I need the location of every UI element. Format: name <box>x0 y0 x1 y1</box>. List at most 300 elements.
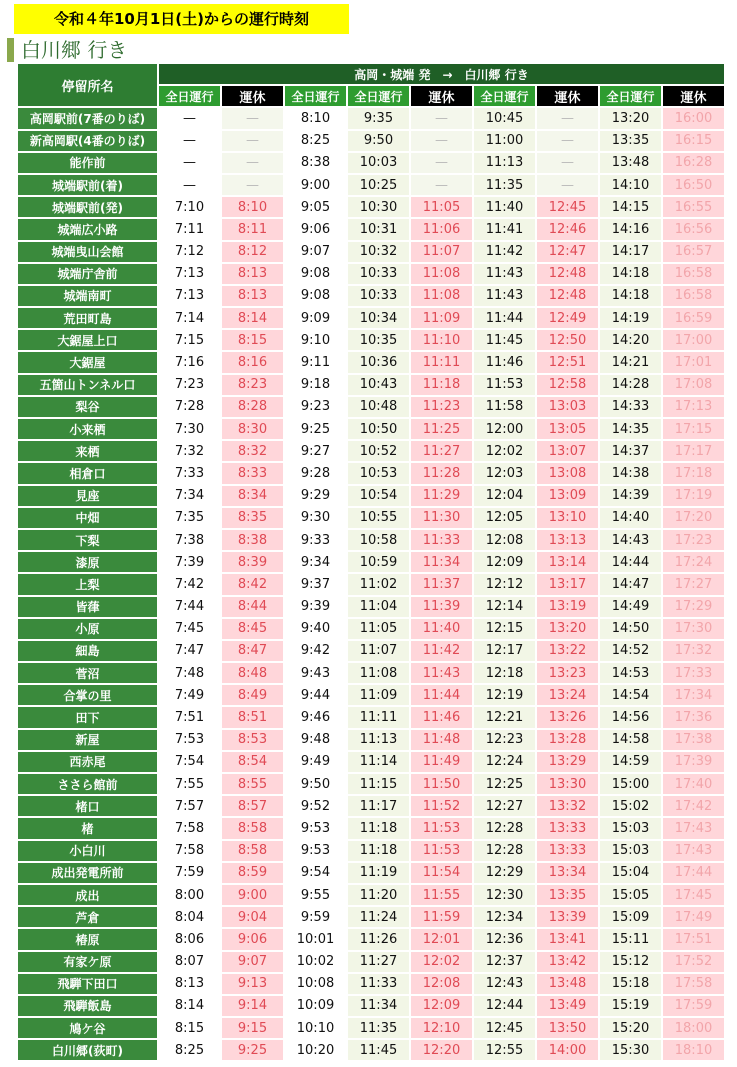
departure-time: 17:20 <box>663 508 724 528</box>
departure-time: 14:40 <box>600 508 661 528</box>
departure-time: 9:42 <box>285 641 346 661</box>
departure-time: 13:29 <box>537 752 598 772</box>
departure-time: 11:27 <box>411 441 472 461</box>
departure-time: 11:37 <box>411 574 472 594</box>
departure-time: 11:44 <box>411 685 472 705</box>
departure-time: 17:40 <box>663 774 724 794</box>
departure-time: 12:49 <box>537 308 598 328</box>
departure-time: 10:03 <box>348 153 409 173</box>
departure-time: 10:33 <box>348 286 409 306</box>
departure-time: 9:34 <box>285 552 346 572</box>
stop-name: 上梨 <box>18 574 157 594</box>
departure-time: 11:04 <box>348 597 409 617</box>
table-row <box>18 1040 724 1060</box>
departure-time: 12:23 <box>474 730 535 750</box>
departure-time: 11:42 <box>474 242 535 262</box>
departure-time: 17:15 <box>663 419 724 439</box>
departure-time: 14:47 <box>600 574 661 594</box>
departure-time: 14:52 <box>600 641 661 661</box>
table-row <box>18 530 724 550</box>
departure-time: 13:05 <box>537 419 598 439</box>
departure-time: 13:22 <box>537 641 598 661</box>
table-row <box>18 663 724 683</box>
departure-time: 17:24 <box>663 552 724 572</box>
departure-time: 9:06 <box>285 219 346 239</box>
table-row <box>18 108 724 128</box>
departure-time: 11:59 <box>411 907 472 927</box>
destination-marker <box>7 38 14 62</box>
departure-time: 17:44 <box>663 863 724 883</box>
departure-time: 11:07 <box>411 242 472 262</box>
departure-time: 14:33 <box>600 397 661 417</box>
departure-time: 11:09 <box>411 308 472 328</box>
departure-time: 8:13 <box>159 974 220 994</box>
stop-name: 下梨 <box>18 530 157 550</box>
table-row <box>18 974 724 994</box>
departure-time: 13:42 <box>537 952 598 972</box>
departure-time: 13:33 <box>537 818 598 838</box>
departure-time: 15:02 <box>600 796 661 816</box>
departure-time: 13:48 <box>537 974 598 994</box>
stop-name: 飛騨飯島 <box>18 996 157 1016</box>
departure-time: 10:20 <box>285 1040 346 1060</box>
departure-time: 12:02 <box>411 952 472 972</box>
departure-time: 8:10 <box>222 197 283 217</box>
departure-time: 10:43 <box>348 375 409 395</box>
departure-time: 12:44 <box>474 996 535 1016</box>
departure-time: 12:28 <box>474 841 535 861</box>
departure-time: 8:14 <box>159 996 220 1016</box>
table-row <box>18 352 724 372</box>
table-row <box>18 219 724 239</box>
departure-time: 13:03 <box>537 397 598 417</box>
departure-time: 13:48 <box>600 153 661 173</box>
departure-time: 7:59 <box>159 863 220 883</box>
departure-time: 9:14 <box>222 996 283 1016</box>
departure-time: 8:13 <box>222 264 283 284</box>
departure-time: 18:00 <box>663 1018 724 1038</box>
departure-time: 9:00 <box>285 175 346 195</box>
departure-time: 17:27 <box>663 574 724 594</box>
departure-time: 13:35 <box>600 131 661 151</box>
departure-time: 12:46 <box>537 219 598 239</box>
departure-time: 13:35 <box>537 885 598 905</box>
departure-time: 8:47 <box>222 641 283 661</box>
departure-time: 7:55 <box>159 774 220 794</box>
no-service-cell: — <box>159 108 220 128</box>
departure-time: 7:23 <box>159 375 220 395</box>
departure-time: 7:10 <box>159 197 220 217</box>
departure-time: 11:50 <box>411 774 472 794</box>
departure-time: 7:33 <box>159 463 220 483</box>
stop-name: 城端駅前(着) <box>18 175 157 195</box>
departure-time: 8:58 <box>222 841 283 861</box>
departure-time: 12:50 <box>537 330 598 350</box>
departure-time: 17:43 <box>663 841 724 861</box>
stop-name: 椿原 <box>18 929 157 949</box>
departure-time: 7:38 <box>159 530 220 550</box>
table-row <box>18 330 724 350</box>
destination-header <box>7 37 407 63</box>
departure-time: 9:18 <box>285 375 346 395</box>
departure-time: 15:30 <box>600 1040 661 1060</box>
departure-time: 9:50 <box>348 131 409 151</box>
route-header: 高岡・城端 発 → 白川郷 行き <box>159 64 724 84</box>
departure-time: 8:42 <box>222 574 283 594</box>
departure-time: 13:41 <box>537 929 598 949</box>
table-row <box>18 863 724 883</box>
departure-time: 12:51 <box>537 352 598 372</box>
departure-time: 9:53 <box>285 841 346 861</box>
no-service-cell: — <box>159 175 220 195</box>
no-service-cell: — <box>537 131 598 151</box>
departure-time: 12:01 <box>411 929 472 949</box>
departure-time: 16:00 <box>663 108 724 128</box>
departure-time: 9:43 <box>285 663 346 683</box>
departure-time: 8:34 <box>222 486 283 506</box>
departure-time: 9:37 <box>285 574 346 594</box>
departure-time: 16:58 <box>663 286 724 306</box>
departure-time: 12:27 <box>474 796 535 816</box>
stop-name: 中畑 <box>18 508 157 528</box>
departure-time: 7:15 <box>159 330 220 350</box>
departure-time: 9:33 <box>285 530 346 550</box>
departure-time: 17:01 <box>663 352 724 372</box>
stop-name: 皆葎 <box>18 597 157 617</box>
departure-time: 17:29 <box>663 597 724 617</box>
departure-time: 15:09 <box>600 907 661 927</box>
departure-time: 15:12 <box>600 952 661 972</box>
table-row <box>18 175 724 195</box>
departure-time: 10:35 <box>348 330 409 350</box>
departure-time: 10:45 <box>474 108 535 128</box>
departure-time: 11:18 <box>348 818 409 838</box>
departure-time: 8:54 <box>222 752 283 772</box>
departure-time: 9:08 <box>285 286 346 306</box>
departure-time: 11:10 <box>411 330 472 350</box>
departure-time: 11:34 <box>411 552 472 572</box>
stop-name: 楮口 <box>18 796 157 816</box>
departure-time: 8:55 <box>222 774 283 794</box>
departure-time: 10:25 <box>348 175 409 195</box>
departure-time: 14:43 <box>600 530 661 550</box>
departure-time: 11:15 <box>348 774 409 794</box>
departure-time: 17:58 <box>663 974 724 994</box>
departure-time: 17:38 <box>663 730 724 750</box>
table-row <box>18 796 724 816</box>
stop-name: 新高岡駅(4番のりば) <box>18 131 157 151</box>
departure-time: 9:55 <box>285 885 346 905</box>
departure-time: 12:25 <box>474 774 535 794</box>
departure-time: 11:27 <box>348 952 409 972</box>
departure-time: 11:07 <box>348 641 409 661</box>
no-service-cell: — <box>411 175 472 195</box>
departure-time: 8:45 <box>222 619 283 639</box>
departure-time: 8:14 <box>222 308 283 328</box>
departure-time: 13:50 <box>537 1018 598 1038</box>
departure-time: 7:13 <box>159 286 220 306</box>
stop-name: 高岡駅前(7番のりば) <box>18 108 157 128</box>
departure-time: 11:34 <box>348 996 409 1016</box>
departure-time: 8:25 <box>159 1040 220 1060</box>
departure-time: 17:18 <box>663 463 724 483</box>
departure-time: 12:21 <box>474 707 535 727</box>
departure-time: 14:50 <box>600 619 661 639</box>
stop-name: 成出発電所前 <box>18 863 157 883</box>
departure-time: 12:37 <box>474 952 535 972</box>
table-row <box>18 685 724 705</box>
departure-time: 11:08 <box>411 286 472 306</box>
stop-name: 有家ケ原 <box>18 952 157 972</box>
stop-name: 能作前 <box>18 153 157 173</box>
departure-time: 14:21 <box>600 352 661 372</box>
departure-time: 9:29 <box>285 486 346 506</box>
departure-time: 11:00 <box>474 131 535 151</box>
departure-time: 11:24 <box>348 907 409 927</box>
departure-time: 13:17 <box>537 574 598 594</box>
departure-time: 9:13 <box>222 974 283 994</box>
table-row <box>18 286 724 306</box>
departure-time: 17:30 <box>663 619 724 639</box>
departure-time: 8:15 <box>222 330 283 350</box>
departure-time: 11:45 <box>348 1040 409 1060</box>
departure-time: 11:05 <box>411 197 472 217</box>
departure-time: 7:32 <box>159 441 220 461</box>
departure-time: 11:40 <box>474 197 535 217</box>
departure-time: 9:23 <box>285 397 346 417</box>
departure-time: 9:50 <box>285 774 346 794</box>
table-row <box>18 486 724 506</box>
departure-time: 11:42 <box>411 641 472 661</box>
table-row <box>18 397 724 417</box>
departure-time: 11:14 <box>348 752 409 772</box>
departure-time: 12:30 <box>474 885 535 905</box>
departure-time: 9:25 <box>222 1040 283 1060</box>
table-row <box>18 730 724 750</box>
departure-time: 14:17 <box>600 242 661 262</box>
departure-time: 16:28 <box>663 153 724 173</box>
departure-time: 11:11 <box>411 352 472 372</box>
table-row <box>18 375 724 395</box>
departure-time: 15:18 <box>600 974 661 994</box>
departure-time: 17:49 <box>663 907 724 927</box>
departure-time: 13:20 <box>537 619 598 639</box>
table-row <box>18 597 724 617</box>
departure-time: 17:59 <box>663 996 724 1016</box>
departure-time: 14:35 <box>600 419 661 439</box>
departure-time: 9:00 <box>222 885 283 905</box>
departure-time: 7:45 <box>159 619 220 639</box>
departure-time: 9:04 <box>222 907 283 927</box>
departure-time: 12:08 <box>411 974 472 994</box>
stop-column-header: 停留所名 <box>18 64 157 106</box>
departure-time: 14:49 <box>600 597 661 617</box>
departure-time: 17:23 <box>663 530 724 550</box>
service-type-header: 全日運行 <box>348 86 409 106</box>
departure-time: 14:39 <box>600 486 661 506</box>
departure-time: 10:31 <box>348 219 409 239</box>
departure-time: 14:59 <box>600 752 661 772</box>
departure-time: 7:34 <box>159 486 220 506</box>
departure-time: 14:56 <box>600 707 661 727</box>
departure-time: 17:19 <box>663 486 724 506</box>
table-row <box>18 197 724 217</box>
departure-time: 8:51 <box>222 707 283 727</box>
departure-time: 14:00 <box>537 1040 598 1060</box>
departure-time: 13:30 <box>537 774 598 794</box>
departure-time: 12:58 <box>537 375 598 395</box>
departure-time: 7:16 <box>159 352 220 372</box>
departure-time: 9:07 <box>285 242 346 262</box>
departure-time: 10:58 <box>348 530 409 550</box>
departure-time: 12:45 <box>474 1018 535 1038</box>
stop-name: 五箇山トンネル口 <box>18 375 157 395</box>
departure-time: 8:13 <box>222 286 283 306</box>
departure-time: 8:39 <box>222 552 283 572</box>
departure-time: 12:12 <box>474 574 535 594</box>
no-service-cell: — <box>159 153 220 173</box>
departure-time: 11:53 <box>474 375 535 395</box>
departure-time: 8:10 <box>285 108 346 128</box>
departure-time: 9:53 <box>285 818 346 838</box>
departure-time: 10:59 <box>348 552 409 572</box>
departure-time: 17:36 <box>663 707 724 727</box>
no-service-cell: — <box>411 153 472 173</box>
departure-time: 10:36 <box>348 352 409 372</box>
departure-time: 17:34 <box>663 685 724 705</box>
departure-time: 10:50 <box>348 419 409 439</box>
table-row <box>18 552 724 572</box>
departure-time: 11:13 <box>474 153 535 173</box>
departure-time: 11:46 <box>474 352 535 372</box>
no-service-cell: — <box>537 175 598 195</box>
departure-time: 11:30 <box>411 508 472 528</box>
departure-time: 10:53 <box>348 463 409 483</box>
departure-time: 18:10 <box>663 1040 724 1060</box>
departure-time: 7:35 <box>159 508 220 528</box>
departure-time: 9:07 <box>222 952 283 972</box>
table-row <box>18 242 724 262</box>
stop-name: 大鋸屋上口 <box>18 330 157 350</box>
departure-time: 11:33 <box>411 530 472 550</box>
departure-time: 13:07 <box>537 441 598 461</box>
departure-time: 11:18 <box>348 841 409 861</box>
departure-time: 12:36 <box>474 929 535 949</box>
departure-time: 11:20 <box>348 885 409 905</box>
departure-time: 7:58 <box>159 818 220 838</box>
departure-time: 17:42 <box>663 796 724 816</box>
departure-time: 8:16 <box>222 352 283 372</box>
departure-time: 11:46 <box>411 707 472 727</box>
departure-time: 7:58 <box>159 841 220 861</box>
departure-time: 15:03 <box>600 841 661 861</box>
departure-time: 8:48 <box>222 663 283 683</box>
departure-time: 9:09 <box>285 308 346 328</box>
departure-time: 13:08 <box>537 463 598 483</box>
no-service-cell: — <box>411 108 472 128</box>
departure-time: 14:19 <box>600 308 661 328</box>
departure-time: 11:26 <box>348 929 409 949</box>
departure-time: 7:57 <box>159 796 220 816</box>
departure-time: 13:10 <box>537 508 598 528</box>
departure-time: 9:35 <box>348 108 409 128</box>
departure-time: 10:10 <box>285 1018 346 1038</box>
departure-time: 9:08 <box>285 264 346 284</box>
departure-time: 10:08 <box>285 974 346 994</box>
stop-name: 城端南町 <box>18 286 157 306</box>
departure-time: 17:52 <box>663 952 724 972</box>
stop-name: 城端庁舎前 <box>18 264 157 284</box>
table-row <box>18 752 724 772</box>
no-service-cell: — <box>411 131 472 151</box>
departure-time: 7:44 <box>159 597 220 617</box>
departure-time: 9:30 <box>285 508 346 528</box>
departure-time: 11:35 <box>348 1018 409 1038</box>
departure-time: 12:20 <box>411 1040 472 1060</box>
departure-time: 10:32 <box>348 242 409 262</box>
departure-time: 9:15 <box>222 1018 283 1038</box>
table-row <box>18 308 724 328</box>
departure-time: 11:58 <box>474 397 535 417</box>
departure-time: 12:02 <box>474 441 535 461</box>
departure-time: 9:52 <box>285 796 346 816</box>
service-type-header: 運休 <box>222 86 283 106</box>
departure-time: 8:38 <box>222 530 283 550</box>
stop-name: 大鋸屋 <box>18 352 157 372</box>
departure-time: 11:48 <box>411 730 472 750</box>
departure-time: 11:35 <box>474 175 535 195</box>
departure-time: 16:56 <box>663 219 724 239</box>
departure-time: 11:41 <box>474 219 535 239</box>
no-service-cell: — <box>537 108 598 128</box>
stop-name: 合掌の里 <box>18 685 157 705</box>
departure-time: 16:58 <box>663 264 724 284</box>
service-type-header: 全日運行 <box>474 86 535 106</box>
departure-time: 12:08 <box>474 530 535 550</box>
departure-time: 14:37 <box>600 441 661 461</box>
departure-time: 14:38 <box>600 463 661 483</box>
departure-time: 10:33 <box>348 264 409 284</box>
departure-time: 7:51 <box>159 707 220 727</box>
departure-time: 9:46 <box>285 707 346 727</box>
departure-time: 11:29 <box>411 486 472 506</box>
departure-time: 16:55 <box>663 197 724 217</box>
departure-time: 11:28 <box>411 463 472 483</box>
departure-time: 8:32 <box>222 441 283 461</box>
departure-time: 14:18 <box>600 264 661 284</box>
departure-time: 12:09 <box>474 552 535 572</box>
stop-name: 西赤尾 <box>18 752 157 772</box>
departure-time: 11:39 <box>411 597 472 617</box>
departure-time: 12:48 <box>537 286 598 306</box>
departure-time: 9:44 <box>285 685 346 705</box>
departure-time: 10:09 <box>285 996 346 1016</box>
departure-time: 11:52 <box>411 796 472 816</box>
departure-time: 11:11 <box>348 707 409 727</box>
departure-time: 7:54 <box>159 752 220 772</box>
departure-time: 11:13 <box>348 730 409 750</box>
departure-time: 11:44 <box>474 308 535 328</box>
departure-time: 13:24 <box>537 685 598 705</box>
departure-time: 17:00 <box>663 330 724 350</box>
table-row <box>18 774 724 794</box>
departure-time: 11:09 <box>348 685 409 705</box>
departure-time: 11:55 <box>411 885 472 905</box>
departure-time: 14:10 <box>600 175 661 195</box>
departure-time: 8:49 <box>222 685 283 705</box>
departure-time: 12:03 <box>474 463 535 483</box>
no-service-cell: — <box>537 153 598 173</box>
